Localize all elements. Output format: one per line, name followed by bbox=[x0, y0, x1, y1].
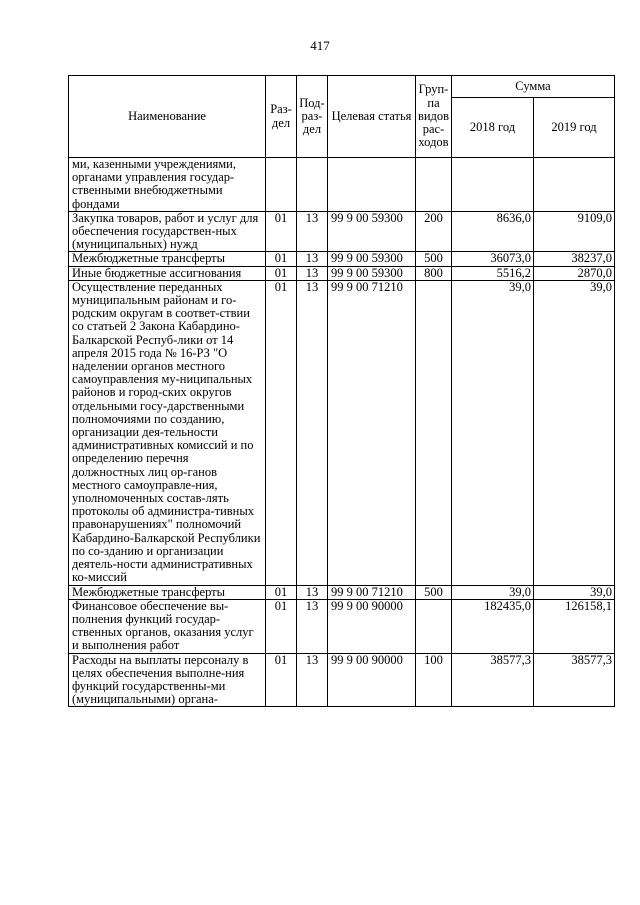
table-row bbox=[69, 585, 615, 599]
row-sum-2018-cell: 8636,0 bbox=[452, 211, 534, 252]
row-name-cell: Закупка товаров, работ и услуг для обеспечения государствен-ных (муниципальных) нужд bbox=[69, 211, 266, 252]
row-name-cell: Иные бюджетные ассигнования bbox=[69, 266, 266, 280]
row-sum-2019-cell: 9109,0 bbox=[534, 211, 615, 252]
row-podrazdel-cell bbox=[297, 158, 328, 212]
row-target-cell: 99 9 00 59300 bbox=[328, 211, 416, 252]
row-podrazdel-cell: 13 bbox=[297, 653, 328, 707]
row-group-cell: 100 bbox=[416, 653, 452, 707]
header-year-2019: 2019 год bbox=[534, 98, 615, 158]
row-sum-2018-cell bbox=[452, 158, 534, 212]
row-name-cell: ми, казенными учреждениями, органами управления государ-ственными внебюджетными фондами bbox=[69, 158, 266, 212]
row-name-cell: Расходы на выплаты персоналу в целях обеспечения выполне-ния функций государственны-ми (муниципальными) органа- bbox=[69, 653, 266, 707]
row-sum-2019-cell: 38577,3 bbox=[534, 653, 615, 707]
row-sum-2019-cell: 126158,1 bbox=[534, 599, 615, 653]
budget-table bbox=[68, 75, 615, 707]
row-group-cell bbox=[416, 280, 452, 585]
row-group-cell: 800 bbox=[416, 266, 452, 280]
row-group-cell: 500 bbox=[416, 585, 452, 599]
row-razdel-cell: 01 bbox=[266, 585, 297, 599]
row-sum-2019-cell: 2870,0 bbox=[534, 266, 615, 280]
table-row bbox=[69, 266, 615, 280]
table-row bbox=[69, 280, 615, 585]
row-sum-2019-cell bbox=[534, 158, 615, 212]
header-podrazdel: Под-раз-дел bbox=[297, 76, 328, 158]
header-target: Целевая статья bbox=[328, 76, 416, 158]
row-sum-2019-cell: 38237,0 bbox=[534, 252, 615, 266]
page-number: 417 bbox=[310, 38, 330, 53]
row-sum-2018-cell: 39,0 bbox=[452, 585, 534, 599]
header-year-2018: 2018 год bbox=[452, 98, 534, 158]
row-target-cell: 99 9 00 71210 bbox=[328, 280, 416, 585]
table-row bbox=[69, 653, 615, 707]
row-group-cell bbox=[416, 158, 452, 212]
row-name-cell: Межбюджетные трансферты bbox=[69, 252, 266, 266]
row-podrazdel-cell: 13 bbox=[297, 280, 328, 585]
row-group-cell: 200 bbox=[416, 211, 452, 252]
row-group-cell: 500 bbox=[416, 252, 452, 266]
row-podrazdel-cell: 13 bbox=[297, 585, 328, 599]
row-razdel-cell: 01 bbox=[266, 280, 297, 585]
row-sum-2018-cell: 38577,3 bbox=[452, 653, 534, 707]
row-target-cell: 99 9 00 90000 bbox=[328, 599, 416, 653]
row-sum-2018-cell: 5516,2 bbox=[452, 266, 534, 280]
row-target-cell: 99 9 00 59300 bbox=[328, 266, 416, 280]
table-row bbox=[69, 211, 615, 252]
row-sum-2018-cell: 39,0 bbox=[452, 280, 534, 585]
row-razdel-cell bbox=[266, 158, 297, 212]
table-row bbox=[69, 252, 615, 266]
row-sum-2019-cell: 39,0 bbox=[534, 585, 615, 599]
header-razdel: Раз-дел bbox=[266, 76, 297, 158]
header-group: Груп-па видов рас-ходов bbox=[416, 76, 452, 158]
row-razdel-cell: 01 bbox=[266, 599, 297, 653]
row-razdel-cell: 01 bbox=[266, 252, 297, 266]
row-podrazdel-cell: 13 bbox=[297, 266, 328, 280]
row-razdel-cell: 01 bbox=[266, 266, 297, 280]
row-target-cell: 99 9 00 59300 bbox=[328, 252, 416, 266]
row-target-cell: 99 9 00 71210 bbox=[328, 585, 416, 599]
row-target-cell bbox=[328, 158, 416, 212]
header-name: Наименование bbox=[69, 76, 266, 158]
row-sum-2018-cell: 182435,0 bbox=[452, 599, 534, 653]
row-sum-2019-cell: 39,0 bbox=[534, 280, 615, 585]
table-row bbox=[69, 158, 615, 212]
row-name-cell: Осуществление переданных муниципальным районам и го-родским округам в соответ-ствии со статьей 2 Закона Кабардино-Балкарской Респуб-лики от 14 апреля 2015 года № 16-РЗ "О наделении органов местного самоуправления му-ниципальных районов и город-ских округов отдельными госу-дарственными полномочиями по созданию, организации дея-тельности административных комиссий и по определению перечня должностных лиц ор-ганов местного самоуправле-ния, уполномоченных состав-лять протоколы об администра-тивных правонарушениях" полномочий Кабардино-Балкарской Республики по со-зданию и организации деятель-ности административных ко-миссий bbox=[69, 280, 266, 585]
row-razdel-cell: 01 bbox=[266, 211, 297, 252]
row-name-cell: Финансовое обеспечение вы-полнения функций государ-ственных органов, оказания услуг и выполнения работ bbox=[69, 599, 266, 653]
row-target-cell: 99 9 00 90000 bbox=[328, 653, 416, 707]
row-razdel-cell: 01 bbox=[266, 653, 297, 707]
row-podrazdel-cell: 13 bbox=[297, 211, 328, 252]
row-name-cell: Межбюджетные трансферты bbox=[69, 585, 266, 599]
header-sum: Сумма bbox=[452, 76, 615, 98]
row-sum-2018-cell: 36073,0 bbox=[452, 252, 534, 266]
row-podrazdel-cell: 13 bbox=[297, 252, 328, 266]
row-podrazdel-cell: 13 bbox=[297, 599, 328, 653]
table-row bbox=[69, 599, 615, 653]
row-group-cell bbox=[416, 599, 452, 653]
